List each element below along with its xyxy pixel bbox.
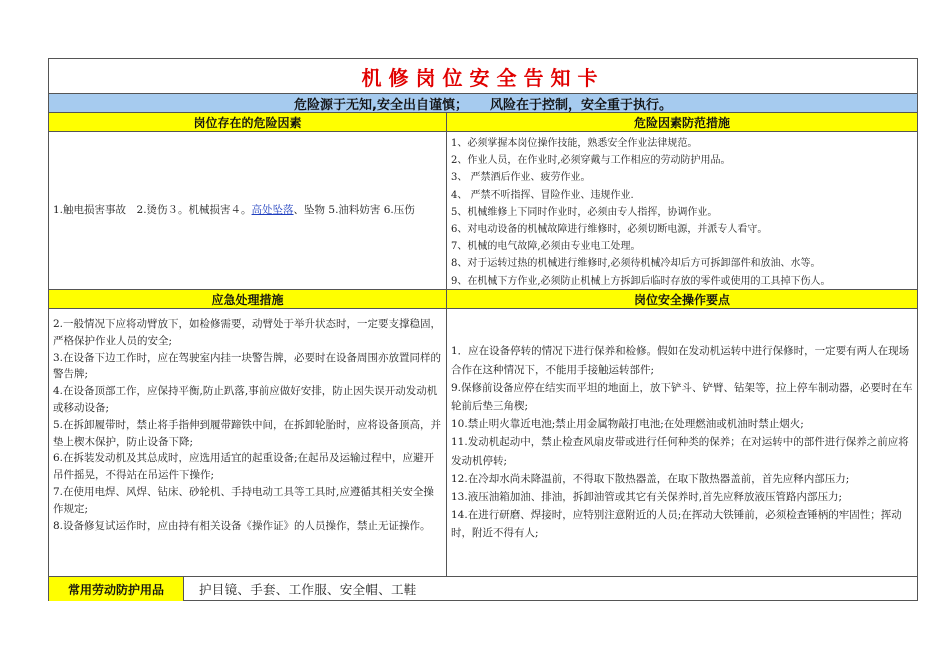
header-row-top — [49, 113, 917, 132]
operation-item: 10.禁止明火靠近电池;禁止用金属物敲打电池;在处理燃油或机油时禁止烟火; — [451, 418, 804, 431]
prevention-item: 1、必须掌握本岗位操作技能，熟悉安全作业法律规范。 — [451, 138, 698, 149]
hazards-prevention-section — [49, 132, 917, 290]
operation-item: 14.在进行研磨、焊接时，应特别注意附近的人员;在挥动大铁锤前，必须检查锤柄的牢固性；挥动时，附近不得有人; — [451, 509, 902, 540]
prevention-item: 4、 严禁不听指挥、冒险作业、违规作业. — [451, 189, 634, 201]
prevention-list — [447, 132, 917, 290]
hazards-text — [49, 132, 446, 289]
hazard-link-fall[interactable]: 高处坠落 — [251, 204, 294, 216]
prevention-item: 8、对于运转过热的机械进行维修时,必须待机械冷却后方可拆卸部件和放油、水等。 — [451, 258, 821, 270]
emergency-item: 2.一般情况下应将动臂放下，如检修需要，动臂处于举升状态时，一定要支撑稳固，严格保护作业人员的安全; — [53, 318, 442, 347]
ppe-row — [49, 577, 917, 601]
operation-item: 12.在冷却水尚未降温前，不得取下散热器盖，在取下散热器盖前，首先应释内部压力; — [451, 472, 850, 485]
prevention-header: 危险因素防范措施 — [633, 115, 730, 130]
motto-second: 风险在于控制，安全重于执行。 — [489, 97, 672, 113]
header-row-bottom — [49, 290, 917, 309]
emergency-item: 8.设备修复试运作时，应由持有相关设备《操作证》的人员操作，禁止无证操作。 — [53, 519, 431, 532]
emergency-operation-section — [49, 309, 917, 577]
operation-item: 11.发动机起动中，禁止检查风扇皮带或进行任何种类的保养；在对运转中的部件进行保养之前应将发动机停转; — [451, 436, 909, 467]
prevention-item: 2、作业人员，在作业时,必须穿戴与工作相应的劳动防护用品。 — [451, 155, 731, 167]
emergency-cell — [49, 309, 447, 576]
operation-list — [451, 342, 913, 542]
hazards-text-part2: 、坠物 5.油料妨害 6.压伤 — [293, 204, 415, 216]
ppe-value: 护目镜、手套、工作服、安全帽、工鞋 — [199, 582, 417, 597]
emergency-item: 6.在拆装发动机及其总成时，应选用适宜的起重设备;在起吊及运输过程中，应避开吊件摇晃，不得站在吊运件下操作; — [53, 452, 435, 482]
operation-wrapper — [447, 309, 917, 576]
motto-first: 危险源于无知,安全出自谨慎； — [294, 97, 468, 113]
hazards-cell — [49, 132, 447, 289]
operation-cell — [447, 309, 917, 576]
emergency-item: 5.在拆卸履带时，禁止将手指伸到履带蹄铁中间，在拆卸轮胎时，应将设备顶高，并垫上楔木保护，防止设备下降; — [53, 418, 442, 448]
card-title: 机修岗位安全告知卡 — [361, 65, 605, 90]
prevention-item: 9、在机械下方作业,必须防止机械上方拆卸后临时存放的零件或使用的工具掉下伤人。 — [451, 275, 831, 287]
prevention-cell — [447, 132, 917, 289]
prevention-item: 7、机械的电气故障,必须由专业电工处理。 — [451, 241, 641, 253]
hazards-text-part1: 1.触电损害事故 2.烫伤３。机械损害４。 — [53, 204, 252, 216]
operation-item: 9.保修前设备应停在结实而平坦的地面上，放下铲斗、铲臂、钻架等，拉上停车制动器，必要时在车轮前后垫三角楔; — [451, 381, 913, 412]
emergency-item: 3.在设备下边工作时，应在驾驶室内挂一块警告牌，必要时在设备周围亦放置同样的警告牌; — [53, 351, 442, 381]
hazards-header: 岗位存在的危险因素 — [49, 113, 447, 131]
prevention-item: 6、对电动设备的机械故障进行维修时，必须切断电源，并派专人看守。 — [451, 224, 768, 236]
operation-header: 岗位安全操作要点 — [633, 292, 730, 307]
prevention-item: 5、机械维修上下同时作业时，必须由专人指挥，协调作业。 — [451, 206, 718, 218]
ppe-label: 常用劳动防护用品 — [49, 577, 184, 601]
emergency-header: 应急处理措施 — [49, 290, 447, 308]
emergency-item: 7.在使用电焊、风焊、钻床、砂轮机、手持电动工具等工具时,应遵循其相关安全操作规定; — [53, 485, 434, 515]
motto-row — [49, 94, 917, 113]
safety-notice-card — [48, 58, 918, 601]
prevention-item: 3、 严禁酒后作业、疲劳作业。 — [451, 172, 591, 184]
operation-item: 1．应在设备停转的情况下进行保养和检修。假如在发动机运转中进行保修时，一定要有两人在现场合作在这种情况下，不能用手接触运转部件; — [451, 345, 910, 376]
card-title-row — [49, 59, 917, 94]
emergency-item: 4.在设备顶部工作，应保持平衡,防止趴落,事前应做好安排，防止因失误开动发动机或移动设备; — [53, 385, 438, 414]
emergency-list — [49, 309, 446, 534]
operation-item: 13.液压油箱加油、排油，拆卸油管或其它有关保养时,首先应释放液压管路内部压力; — [451, 491, 843, 503]
